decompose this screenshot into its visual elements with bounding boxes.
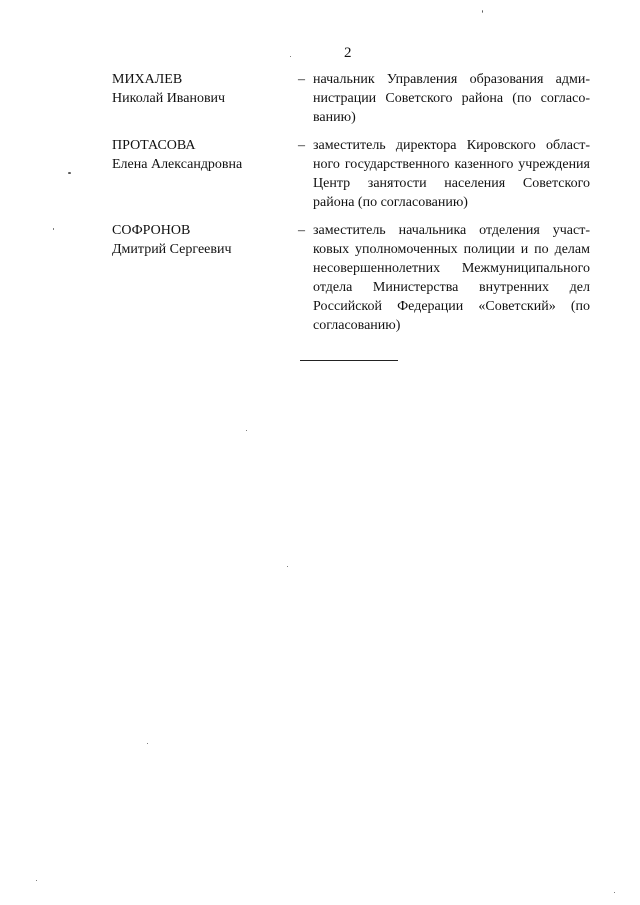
scan-speck <box>482 10 483 13</box>
member-given-names: Дмитрий Сергеевич <box>112 242 232 257</box>
member-given-names: Николай Иванович <box>112 91 226 106</box>
scan-speck <box>36 880 37 881</box>
dash-separator: – <box>298 138 305 153</box>
member-given-names: Елена Александровна <box>112 157 243 172</box>
closing-rule <box>300 360 398 361</box>
member-name <box>112 136 282 174</box>
scan-speck <box>53 228 54 230</box>
member-name <box>112 221 282 259</box>
scan-speck <box>614 892 615 893</box>
member-surname: МИХАЛЕВ <box>112 72 183 87</box>
page-number: 2 <box>344 45 352 61</box>
dash-separator: – <box>298 72 305 87</box>
member-surname: СОФРОНОВ <box>112 223 191 238</box>
member-name <box>112 70 282 108</box>
scan-speck <box>287 566 288 567</box>
member-role: заместитель директора Кировского областного государственного казенного учреждения Центр занятости населения Советского района (по согласованию) <box>313 138 590 210</box>
scan-speck <box>147 743 148 744</box>
member-surname: ПРОТАСОВА <box>112 138 196 153</box>
scan-speck <box>68 172 71 174</box>
scan-speck <box>246 430 247 431</box>
member-role: начальник Управления образования администрации Советского района (по согласованию) <box>313 72 590 125</box>
member-role: заместитель начальника отделения участковых уполномоченных полиции и по делам несовершеннолетних Межмуниципального отдела Министерства внутренних дел Российской Федерации «Советский» (по согласованию) <box>313 223 590 333</box>
scan-speck <box>290 56 291 57</box>
dash-separator: – <box>298 223 305 238</box>
